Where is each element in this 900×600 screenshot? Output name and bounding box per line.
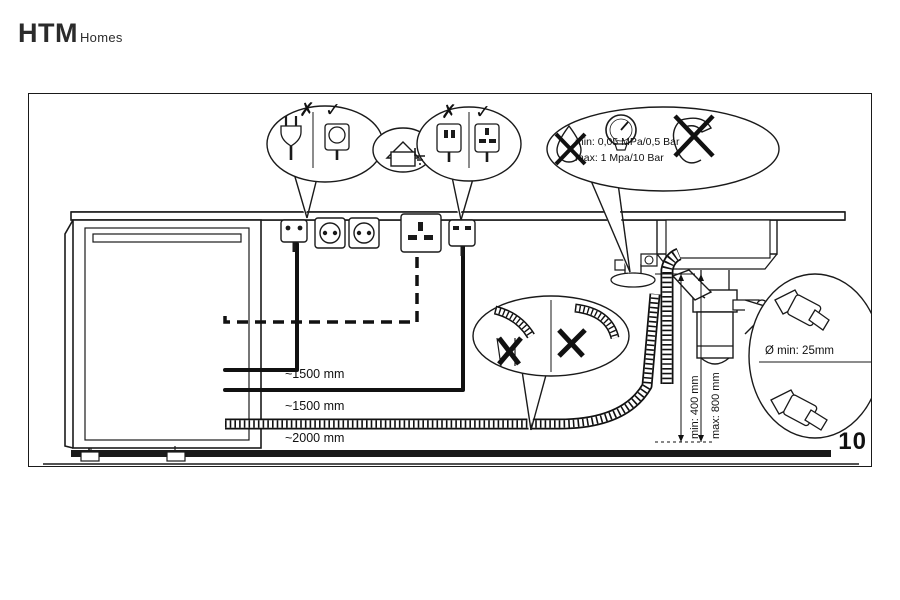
drain-hose-length-label: ~2000 mm [285, 431, 345, 445]
pressure-max-label: max: 1 Mpa/10 Bar [575, 152, 664, 164]
svg-text:✗: ✗ [441, 102, 457, 123]
pressure-min-label: min: 0,05 MPa/0,5 Bar [575, 136, 680, 148]
svg-text:✓: ✓ [475, 102, 491, 123]
brand-primary: HTM [18, 18, 78, 48]
page-number: 10 [838, 428, 867, 455]
inlet-hose-length-label: ~1500 mm [285, 399, 345, 413]
installation-diagram [28, 93, 872, 467]
drain-diameter-label: Ø min: 25mm [765, 345, 835, 357]
brand-secondary: Homes [79, 30, 123, 45]
svg-text:✓: ✓ [325, 100, 341, 121]
callout-bubbles [29, 94, 872, 467]
callout-pressure [547, 107, 779, 191]
svg-text:✗: ✗ [299, 100, 315, 121]
drain-height-max-label: max: 800 mm [710, 372, 722, 439]
drain-height-min-label: min: 400 mm [689, 375, 701, 439]
power-cable-length-label: ~1500 mm [285, 367, 345, 381]
brand-logo [18, 18, 123, 49]
